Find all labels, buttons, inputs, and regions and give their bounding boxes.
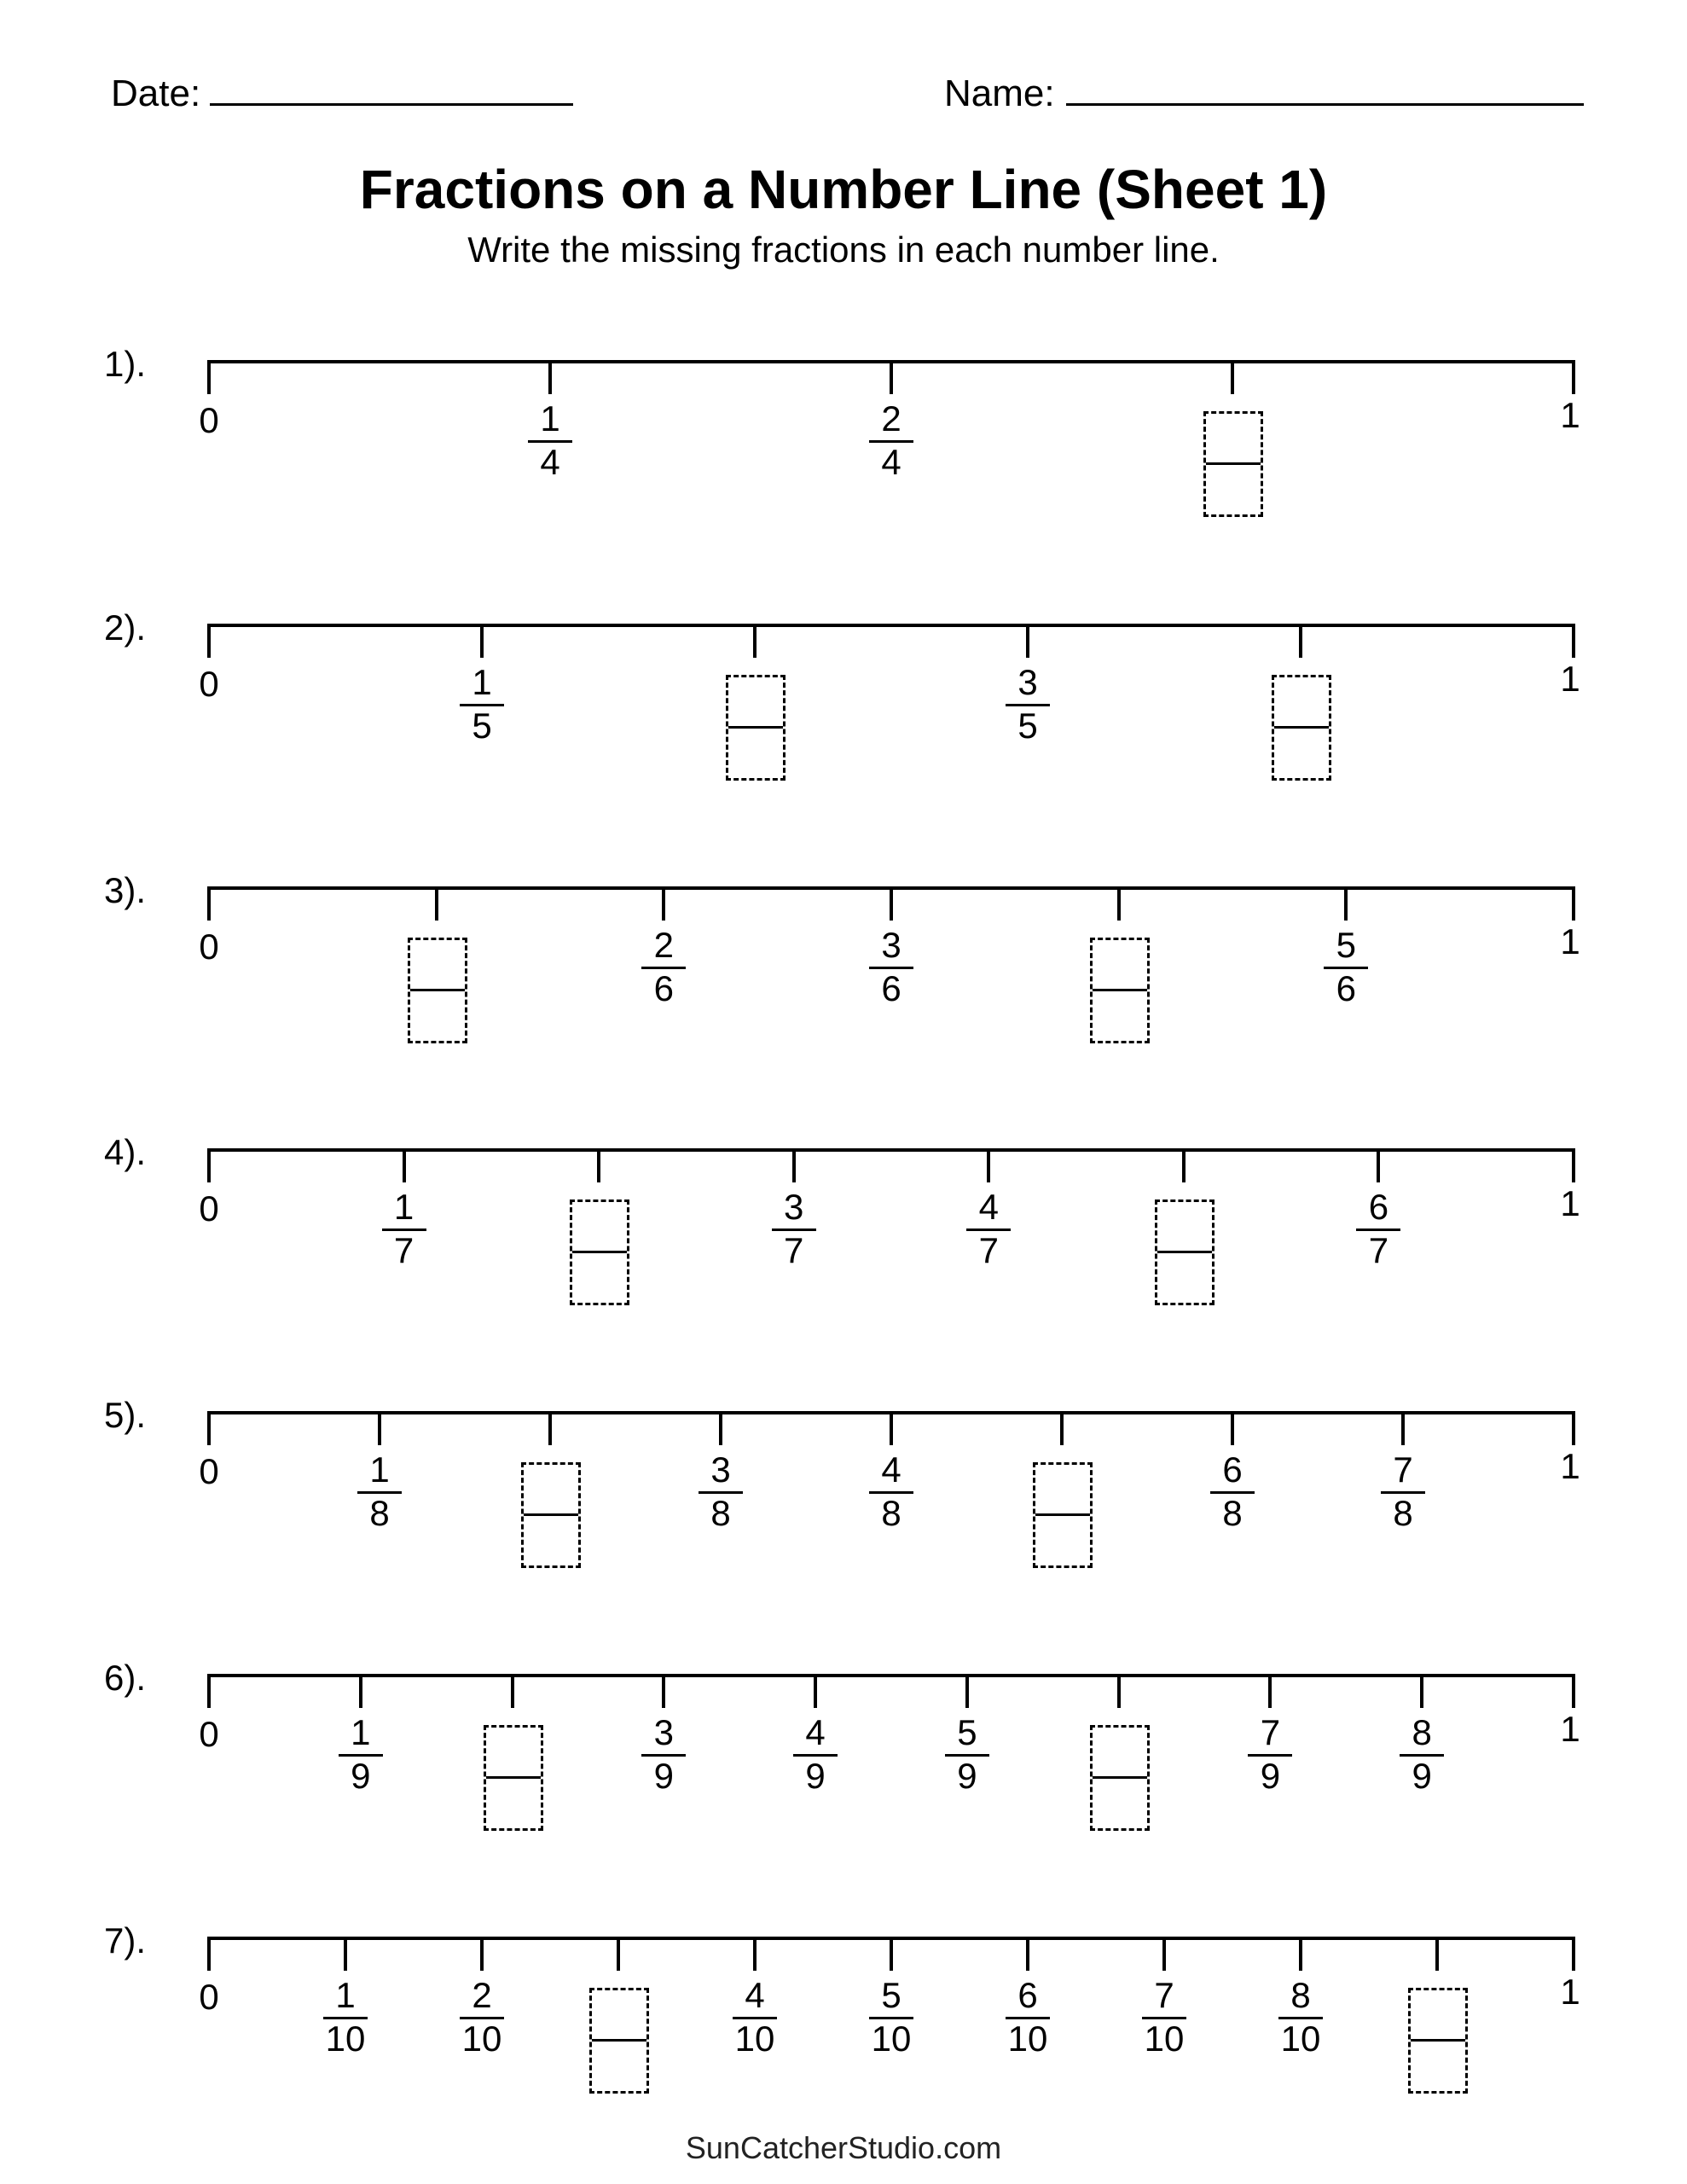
fraction-label — [1340, 1189, 1417, 1270]
tick-mark — [1572, 1937, 1575, 1971]
tick-mark — [1420, 1674, 1423, 1708]
denominator: 6 — [1336, 968, 1356, 1008]
numerator: 6 — [1017, 1975, 1038, 2015]
fraction-label — [853, 1975, 930, 2059]
name-label: Name: — [944, 73, 1055, 114]
fraction-bar — [1411, 2039, 1465, 2042]
fraction-bar — [486, 1776, 541, 1779]
fraction-label — [443, 1975, 520, 2059]
problem-number: 1). — [104, 344, 147, 384]
tick-mark — [1162, 1937, 1166, 1971]
fraction-label — [853, 398, 930, 482]
numerator: 1 — [393, 1187, 415, 1227]
denominator: 10 — [1144, 2018, 1185, 2059]
tick-mark — [1231, 360, 1234, 394]
fraction-bar — [728, 726, 783, 729]
fraction-bar — [1093, 989, 1147, 991]
denominator: 8 — [710, 1493, 731, 1533]
start-label: 0 — [199, 664, 219, 704]
end-label: 1 — [1560, 1709, 1580, 1749]
tick-mark — [890, 360, 893, 394]
tick-mark — [1299, 624, 1302, 658]
fraction-label — [853, 927, 930, 1008]
denominator: 10 — [325, 2018, 366, 2059]
numerator: 3 — [881, 925, 901, 965]
numerator: 5 — [957, 1712, 977, 1752]
fraction-label — [853, 1449, 930, 1533]
tick-mark — [207, 624, 211, 658]
denominator: 9 — [805, 1756, 826, 1796]
tick-mark — [1060, 1411, 1064, 1445]
tick-mark — [719, 1411, 722, 1445]
tick-mark — [987, 1148, 990, 1182]
tick-mark — [207, 1937, 211, 1971]
answer-box[interactable] — [1090, 938, 1150, 1043]
tick-mark — [344, 1937, 347, 1971]
tick-mark — [480, 624, 484, 658]
fraction-label — [716, 1975, 793, 2059]
name-field[interactable] — [1066, 103, 1584, 106]
tick-mark — [890, 1411, 893, 1445]
fraction-label — [443, 662, 520, 746]
tick-mark — [890, 886, 893, 921]
end-label: 1 — [1560, 1972, 1580, 2012]
numerator: 8 — [1412, 1712, 1432, 1752]
fraction-label — [989, 1975, 1066, 2059]
tick-mark — [1117, 1674, 1121, 1708]
fraction-bar — [1157, 1251, 1212, 1253]
number-line-axis — [209, 624, 1574, 627]
answer-box[interactable] — [570, 1199, 629, 1305]
numerator: 4 — [978, 1187, 999, 1227]
tick-mark — [1572, 1674, 1575, 1708]
numerator: 8 — [1290, 1975, 1311, 2015]
tick-mark — [1377, 1148, 1380, 1182]
start-label: 0 — [199, 1188, 219, 1228]
fraction-label — [1307, 927, 1384, 1008]
denominator: 9 — [957, 1756, 977, 1796]
numerator: 3 — [1017, 662, 1038, 702]
end-label: 1 — [1560, 1183, 1580, 1223]
tick-mark — [1572, 1148, 1575, 1182]
number-line-problem — [0, 1395, 1687, 1633]
number-line-problem — [0, 1658, 1687, 1896]
start-label: 0 — [199, 1977, 219, 2017]
tick-mark — [1572, 624, 1575, 658]
answer-box[interactable] — [1033, 1462, 1093, 1568]
answer-box[interactable] — [521, 1462, 581, 1568]
fraction-bar — [572, 1251, 627, 1253]
numerator: 5 — [881, 1975, 901, 2015]
tick-mark — [207, 1674, 211, 1708]
start-label: 0 — [199, 1714, 219, 1754]
numerator: 1 — [335, 1975, 356, 2015]
tick-mark — [597, 1148, 600, 1182]
fraction-bar — [1035, 1513, 1090, 1516]
tick-mark — [1268, 1674, 1272, 1708]
numerator: 2 — [881, 398, 901, 439]
number-line-problem — [0, 1920, 1687, 2158]
denominator: 5 — [472, 706, 492, 746]
start-label: 0 — [199, 1451, 219, 1491]
answer-box[interactable] — [1408, 1988, 1468, 2094]
denominator: 8 — [369, 1493, 390, 1533]
tick-mark — [207, 360, 211, 394]
tick-mark — [1026, 624, 1029, 658]
date-label: Date: — [111, 73, 201, 114]
number-line-axis — [209, 1674, 1574, 1677]
denominator: 8 — [1393, 1493, 1413, 1533]
tick-mark — [1435, 1937, 1439, 1971]
end-label: 1 — [1560, 659, 1580, 699]
fraction-label — [929, 1712, 1006, 1796]
denominator: 10 — [1280, 2018, 1321, 2059]
numerator: 2 — [472, 1975, 492, 2015]
number-line-problem — [0, 870, 1687, 1108]
number-line-problem — [0, 344, 1687, 582]
fraction-label — [1126, 1975, 1203, 2059]
answer-box[interactable] — [1090, 1725, 1150, 1831]
number-line-problem — [0, 1132, 1687, 1370]
tick-mark — [1344, 886, 1348, 921]
denominator: 4 — [540, 442, 560, 482]
tick-mark — [617, 1937, 620, 1971]
problem-number: 4). — [104, 1132, 147, 1172]
fraction-label — [366, 1189, 443, 1270]
answer-box[interactable] — [408, 938, 467, 1043]
numerator: 1 — [369, 1449, 390, 1490]
numerator: 6 — [1222, 1449, 1243, 1490]
tick-mark — [1401, 1411, 1405, 1445]
numerator: 4 — [805, 1712, 826, 1752]
tick-mark — [1572, 886, 1575, 921]
tick-mark — [814, 1674, 817, 1708]
fraction-bar — [1093, 1776, 1147, 1779]
answer-box[interactable] — [1272, 675, 1331, 781]
denominator: 8 — [1222, 1493, 1243, 1533]
answer-box[interactable] — [1203, 411, 1263, 517]
fraction-label — [322, 1712, 399, 1796]
numerator: 4 — [881, 1449, 901, 1490]
tick-mark — [890, 1937, 893, 1971]
fraction-label — [1194, 1449, 1271, 1533]
tick-mark — [207, 1411, 211, 1445]
answer-box[interactable] — [484, 1725, 543, 1831]
fraction-label — [1365, 1449, 1441, 1533]
numerator: 3 — [784, 1187, 804, 1227]
tick-mark — [378, 1411, 381, 1445]
tick-mark — [548, 1411, 552, 1445]
fraction-label — [682, 1449, 759, 1533]
tick-mark — [207, 886, 211, 921]
tick-mark — [1299, 1937, 1302, 1971]
numerator: 5 — [1336, 925, 1356, 965]
numerator: 2 — [653, 925, 674, 965]
tick-mark — [207, 1148, 211, 1182]
fraction-label — [1262, 1975, 1339, 2059]
numerator: 1 — [351, 1712, 371, 1752]
tick-mark — [511, 1674, 514, 1708]
denominator: 9 — [351, 1756, 371, 1796]
fraction-bar — [1274, 726, 1329, 729]
tick-mark — [753, 1937, 757, 1971]
denominator: 7 — [978, 1230, 999, 1270]
tick-mark — [662, 1674, 665, 1708]
denominator: 10 — [1007, 2018, 1048, 2059]
fraction-bar — [524, 1513, 578, 1516]
denominator: 8 — [881, 1493, 901, 1533]
footer-credit: SunCatcherStudio.com — [685, 2130, 1002, 2165]
fraction-label — [512, 398, 588, 482]
tick-mark — [1572, 1411, 1575, 1445]
fraction-label — [341, 1449, 418, 1533]
tick-mark — [965, 1674, 969, 1708]
numerator: 3 — [710, 1449, 731, 1490]
tick-mark — [435, 886, 438, 921]
fraction-label — [307, 1975, 384, 2059]
numerator: 1 — [540, 398, 560, 439]
number-line-axis — [209, 1148, 1574, 1152]
denominator: 5 — [1017, 706, 1038, 746]
problem-number: 3). — [104, 870, 147, 910]
denominator: 7 — [1368, 1230, 1389, 1270]
problem-number: 5). — [104, 1395, 147, 1435]
denominator: 9 — [1412, 1756, 1432, 1796]
problem-number: 2). — [104, 607, 147, 648]
numerator: 7 — [1393, 1449, 1413, 1490]
denominator: 7 — [393, 1230, 415, 1270]
answer-box[interactable] — [1155, 1199, 1215, 1305]
tick-mark — [1026, 1937, 1029, 1971]
tick-mark — [1117, 886, 1121, 921]
tick-mark — [480, 1937, 484, 1971]
worksheet-instructions: Write the missing fractions in each number line. — [467, 229, 1220, 270]
tick-mark — [662, 886, 665, 921]
numerator: 1 — [472, 662, 492, 702]
tick-mark — [1572, 360, 1575, 394]
tick-mark — [1231, 1411, 1234, 1445]
numerator: 3 — [653, 1712, 674, 1752]
tick-mark — [1182, 1148, 1186, 1182]
problem-number: 6). — [104, 1658, 147, 1698]
tick-mark — [359, 1674, 362, 1708]
start-label: 0 — [199, 400, 219, 440]
numerator: 4 — [745, 1975, 765, 2015]
numerator: 6 — [1368, 1187, 1389, 1227]
end-label: 1 — [1560, 1446, 1580, 1486]
fraction-label — [1383, 1712, 1460, 1796]
worksheet-title: Fractions on a Number Line (Sheet 1) — [359, 159, 1328, 220]
fraction-label — [777, 1712, 854, 1796]
fraction-label — [950, 1189, 1027, 1270]
fraction-label — [756, 1189, 832, 1270]
tick-mark — [548, 360, 552, 394]
denominator: 9 — [653, 1756, 674, 1796]
fraction-bar — [592, 2039, 646, 2042]
tick-mark — [753, 624, 757, 658]
fraction-label — [625, 1712, 702, 1796]
fraction-label — [989, 662, 1066, 746]
date-field[interactable] — [210, 103, 573, 106]
numerator: 7 — [1154, 1975, 1174, 2015]
problem-number: 7). — [104, 1920, 147, 1960]
number-line-problem — [0, 607, 1687, 845]
end-label: 1 — [1560, 395, 1580, 435]
tick-mark — [403, 1148, 406, 1182]
denominator: 9 — [1260, 1756, 1281, 1796]
fraction-label — [625, 927, 702, 1008]
numerator: 7 — [1260, 1712, 1281, 1752]
answer-box[interactable] — [589, 1988, 649, 2094]
denominator: 6 — [881, 968, 901, 1008]
denominator: 10 — [871, 2018, 912, 2059]
denominator: 6 — [653, 968, 674, 1008]
start-label: 0 — [199, 926, 219, 967]
denominator: 7 — [784, 1230, 804, 1270]
denominator: 10 — [461, 2018, 502, 2059]
answer-box[interactable] — [726, 675, 786, 781]
fraction-label — [1232, 1712, 1308, 1796]
fraction-bar — [410, 989, 465, 991]
fraction-bar — [1206, 462, 1261, 465]
denominator: 4 — [881, 442, 901, 482]
denominator: 10 — [734, 2018, 775, 2059]
end-label: 1 — [1560, 921, 1580, 961]
tick-mark — [792, 1148, 796, 1182]
